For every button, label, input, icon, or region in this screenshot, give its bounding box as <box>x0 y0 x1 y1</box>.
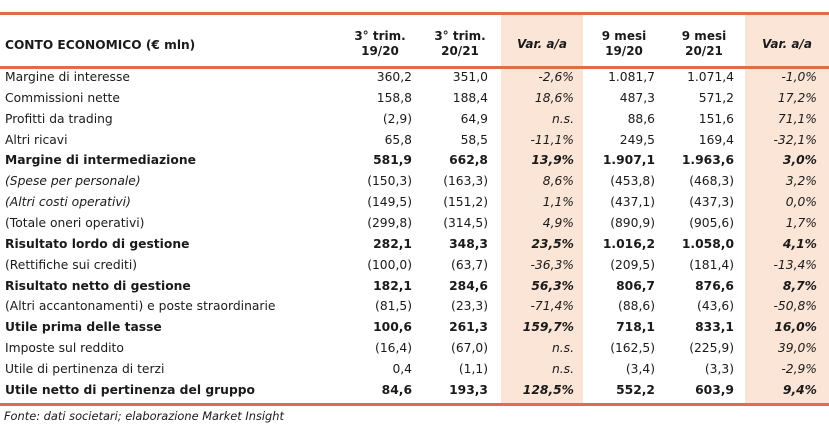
value-cell: 58,5 <box>460 132 488 147</box>
variation-cell: 3,0% <box>782 153 817 168</box>
value-cell: (150,3) <box>367 174 412 189</box>
value-cell: (209,5) <box>610 257 655 272</box>
value-cell: (905,6) <box>689 215 734 230</box>
value-cell: 151,6 <box>698 111 734 126</box>
value-cell: 182,1 <box>373 278 412 293</box>
value-cell: (67,0) <box>451 341 488 356</box>
header-col-3: Var. a/a <box>517 37 567 51</box>
value-cell: (163,3) <box>443 174 488 189</box>
value-cell: 1.058,0 <box>681 236 734 251</box>
value-cell: 84,6 <box>381 382 412 397</box>
value-cell: 662,8 <box>449 153 488 168</box>
value-cell: 487,3 <box>619 90 655 105</box>
variation-cell: 4,9% <box>542 215 574 230</box>
value-cell: 284,6 <box>449 278 488 293</box>
value-cell: 718,1 <box>616 320 655 335</box>
value-cell: (890,9) <box>610 215 655 230</box>
value-cell: (100,0) <box>367 257 412 272</box>
value-cell: (437,1) <box>610 195 655 210</box>
variation-cell: -2,9% <box>781 361 817 376</box>
value-cell: (299,8) <box>367 215 412 230</box>
row-label: Utile di pertinenza di terzi <box>5 361 165 376</box>
variation-cell: 1,1% <box>542 195 574 210</box>
value-cell: 552,2 <box>616 382 655 397</box>
value-cell: (23,3) <box>451 299 488 314</box>
row-label: Utile prima delle tasse <box>5 320 162 335</box>
variation-cell: n.s. <box>551 361 574 376</box>
value-cell: 833,1 <box>695 320 734 335</box>
value-cell: (149,5) <box>367 195 412 210</box>
value-cell: 1.071,4 <box>687 70 734 84</box>
variation-cell: 3,2% <box>785 174 817 189</box>
value-cell: 1.907,1 <box>602 153 655 168</box>
value-cell: (314,5) <box>443 215 488 230</box>
row-label: Margine di intermediazione <box>5 153 196 168</box>
value-cell: 282,1 <box>373 236 412 251</box>
row-label: Risultato netto di gestione <box>5 278 191 293</box>
row-label: (Rettifiche sui crediti) <box>5 257 138 272</box>
value-cell: 571,2 <box>698 90 734 105</box>
value-cell: 64,9 <box>460 111 488 126</box>
variation-cell: 128,5% <box>522 382 574 397</box>
variation-cell: 0,0% <box>785 195 817 210</box>
variation-cell: 8,7% <box>782 278 817 293</box>
row-label: Risultato lordo di gestione <box>5 236 190 251</box>
row-label: Profitti da trading <box>5 111 113 126</box>
variation-cell: -2,6% <box>538 70 574 84</box>
value-cell: (3,4) <box>625 361 655 376</box>
value-cell: (2,9) <box>382 111 412 126</box>
variation-cell: 13,9% <box>531 153 574 168</box>
value-cell: 351,0 <box>452 70 488 84</box>
variation-cell: -36,3% <box>530 257 574 272</box>
variation-cell: -1,0% <box>781 70 817 84</box>
value-cell: 100,6 <box>373 320 412 335</box>
row-label: Commissioni nette <box>5 90 120 105</box>
value-cell: 65,8 <box>384 132 412 147</box>
value-cell: (437,3) <box>689 195 734 210</box>
variation-cell: -11,1% <box>530 132 574 147</box>
variation-cell: 39,0% <box>777 341 817 356</box>
value-cell: (81,5) <box>375 299 412 314</box>
value-cell: 603,9 <box>695 382 734 397</box>
variation-cell: -71,4% <box>530 299 574 314</box>
variation-cell: 23,5% <box>531 236 574 251</box>
variation-cell: 18,6% <box>534 90 574 105</box>
value-cell: 88,6 <box>627 111 655 126</box>
value-cell: 348,3 <box>449 236 488 251</box>
value-cell: (16,4) <box>375 341 412 356</box>
value-cell: 876,6 <box>695 278 734 293</box>
value-cell: 360,2 <box>376 70 412 84</box>
value-cell: (43,6) <box>697 299 734 314</box>
variation-cell: -50,8% <box>773 299 817 314</box>
value-cell: 249,5 <box>619 132 655 147</box>
variation-cell: 4,1% <box>782 236 817 251</box>
value-cell: (3,3) <box>704 361 734 376</box>
header-col-6: Var. a/a <box>762 37 812 51</box>
variation-cell: -32,1% <box>773 132 817 147</box>
value-cell: 806,7 <box>616 278 655 293</box>
value-cell: (453,8) <box>610 174 655 189</box>
header-col-4: 9 mesi 19/20 <box>601 29 647 58</box>
value-cell: (88,6) <box>618 299 655 314</box>
header-col-1: 3° trim. 19/20 <box>354 29 406 58</box>
variation-cell: 71,1% <box>777 111 817 126</box>
variation-cell: 16,0% <box>774 320 817 335</box>
value-cell: 1.081,7 <box>608 70 655 84</box>
value-cell: (151,2) <box>443 195 488 210</box>
variation-cell: 17,2% <box>777 90 817 105</box>
value-cell: 1.963,6 <box>681 153 734 168</box>
bottom-rule <box>0 403 829 406</box>
variation-cell: 9,4% <box>782 382 817 397</box>
variation-cell: -13,4% <box>773 257 817 272</box>
value-cell: (181,4) <box>689 257 734 272</box>
value-cell: 0,4 <box>392 361 412 376</box>
row-label: (Altri costi operativi) <box>5 195 131 210</box>
row-label: (Spese per personale) <box>5 174 141 189</box>
row-label: (Altri accantonamenti) e poste straordinarie <box>5 299 276 314</box>
value-cell: 188,4 <box>452 90 488 105</box>
row-label: Utile netto di pertinenza del gruppo <box>5 382 255 397</box>
value-cell: (63,7) <box>451 257 488 272</box>
value-cell: (1,1) <box>458 361 488 376</box>
table-header <box>0 0 829 74</box>
value-cell: 158,8 <box>376 90 412 105</box>
variation-cell: 159,7% <box>522 320 574 335</box>
source-note: Fonte: dati societari; elaborazione Market Insight <box>4 409 284 423</box>
value-cell: 193,3 <box>449 382 488 397</box>
row-label: Altri ricavi <box>5 132 68 147</box>
variation-cell: 1,7% <box>785 215 817 230</box>
value-cell: 261,3 <box>449 320 488 335</box>
value-cell: (468,3) <box>689 174 734 189</box>
value-cell: 169,4 <box>698 132 734 147</box>
value-cell: 1.016,2 <box>602 236 655 251</box>
variation-cell: n.s. <box>551 341 574 356</box>
header-col-2: 3° trim. 20/21 <box>434 29 486 58</box>
value-cell: (162,5) <box>610 341 655 356</box>
header-col-5: 9 mesi 20/21 <box>681 29 727 58</box>
row-label: Margine di interesse <box>5 70 130 84</box>
row-label: (Totale oneri operativi) <box>5 215 145 230</box>
value-cell: (225,9) <box>689 341 734 356</box>
table-title: CONTO ECONOMICO (€ mln) <box>5 38 196 52</box>
variation-cell: n.s. <box>551 111 574 126</box>
value-cell: 581,9 <box>373 153 412 168</box>
variation-cell: 8,6% <box>542 174 574 189</box>
row-label: Imposte sul reddito <box>5 341 124 356</box>
variation-cell: 56,3% <box>531 278 574 293</box>
